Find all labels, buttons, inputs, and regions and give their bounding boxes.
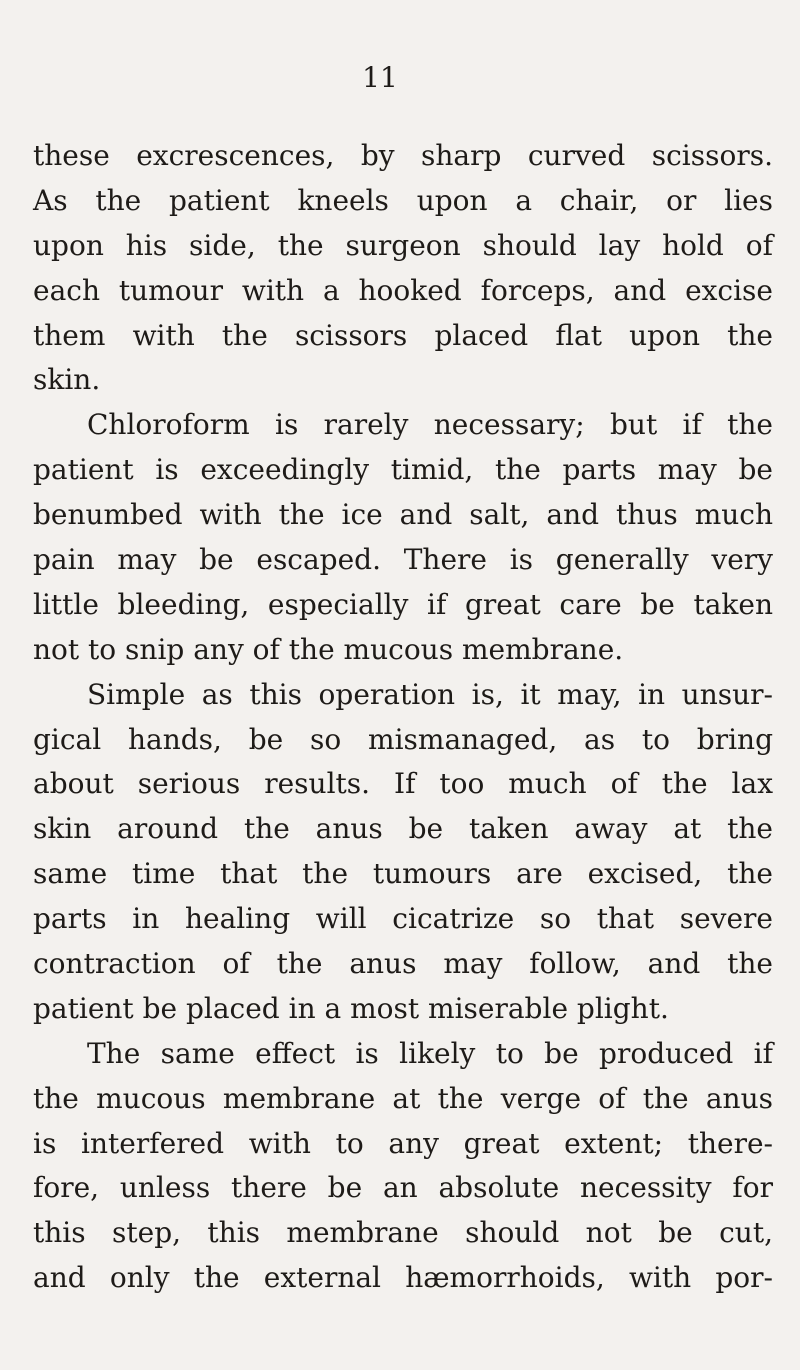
- text-line: is interfered with to any great extent; there-: [33, 1126, 773, 1160]
- text-line: and only the external hæmorrhoids, with por-: [33, 1261, 773, 1295]
- text-line: gical hands, be so mismanaged, as to bring: [33, 722, 773, 756]
- text-line: benumbed with the ice and salt, and thus much: [33, 498, 773, 532]
- text-line: patient be placed in a most miserable plight.: [33, 991, 669, 1025]
- text-line: same time that the tumours are excised, the: [33, 857, 773, 891]
- text-line: skin around the anus be taken away at the: [33, 812, 773, 846]
- text-line: the mucous membrane at the verge of the anus: [33, 1081, 773, 1115]
- body-text: [33, 134, 773, 1301]
- text-line: parts in healing will cicatrize so that severe: [33, 902, 773, 936]
- text-line: Chloroform is rarely necessary; but if the: [87, 408, 773, 442]
- text-line: pain may be escaped. There is generally very: [33, 543, 773, 577]
- text-line: these excrescences, by sharp curved scissors.: [33, 139, 773, 172]
- text-line: Simple as this operation is, it may, in unsur-: [87, 677, 773, 711]
- text-line: little bleeding, especially if great care be taken: [33, 587, 773, 621]
- text-line: not to snip any of the mucous membrane.: [33, 632, 624, 666]
- text-line: As the patient kneels upon a chair, or lies: [33, 183, 773, 217]
- text-line: fore, unless there be an absolute necessity for: [33, 1171, 773, 1205]
- text-line: patient is exceedingly timid, the parts may be: [33, 453, 773, 487]
- text-line: contraction of the anus may follow, and the: [33, 947, 773, 981]
- text-line: them with the scissors placed flat upon the: [33, 318, 773, 352]
- page-number: 11: [362, 61, 398, 94]
- text-line: The same effect is likely to be produced if: [87, 1036, 773, 1070]
- text-line: this step, this membrane should not be cut,: [33, 1216, 773, 1250]
- text-line: upon his side, the surgeon should lay hold of: [33, 228, 773, 262]
- text-line: skin.: [33, 363, 101, 397]
- text-line: each tumour with a hooked forceps, and excise: [33, 273, 773, 307]
- text-line: about serious results. If too much of the lax: [33, 767, 773, 801]
